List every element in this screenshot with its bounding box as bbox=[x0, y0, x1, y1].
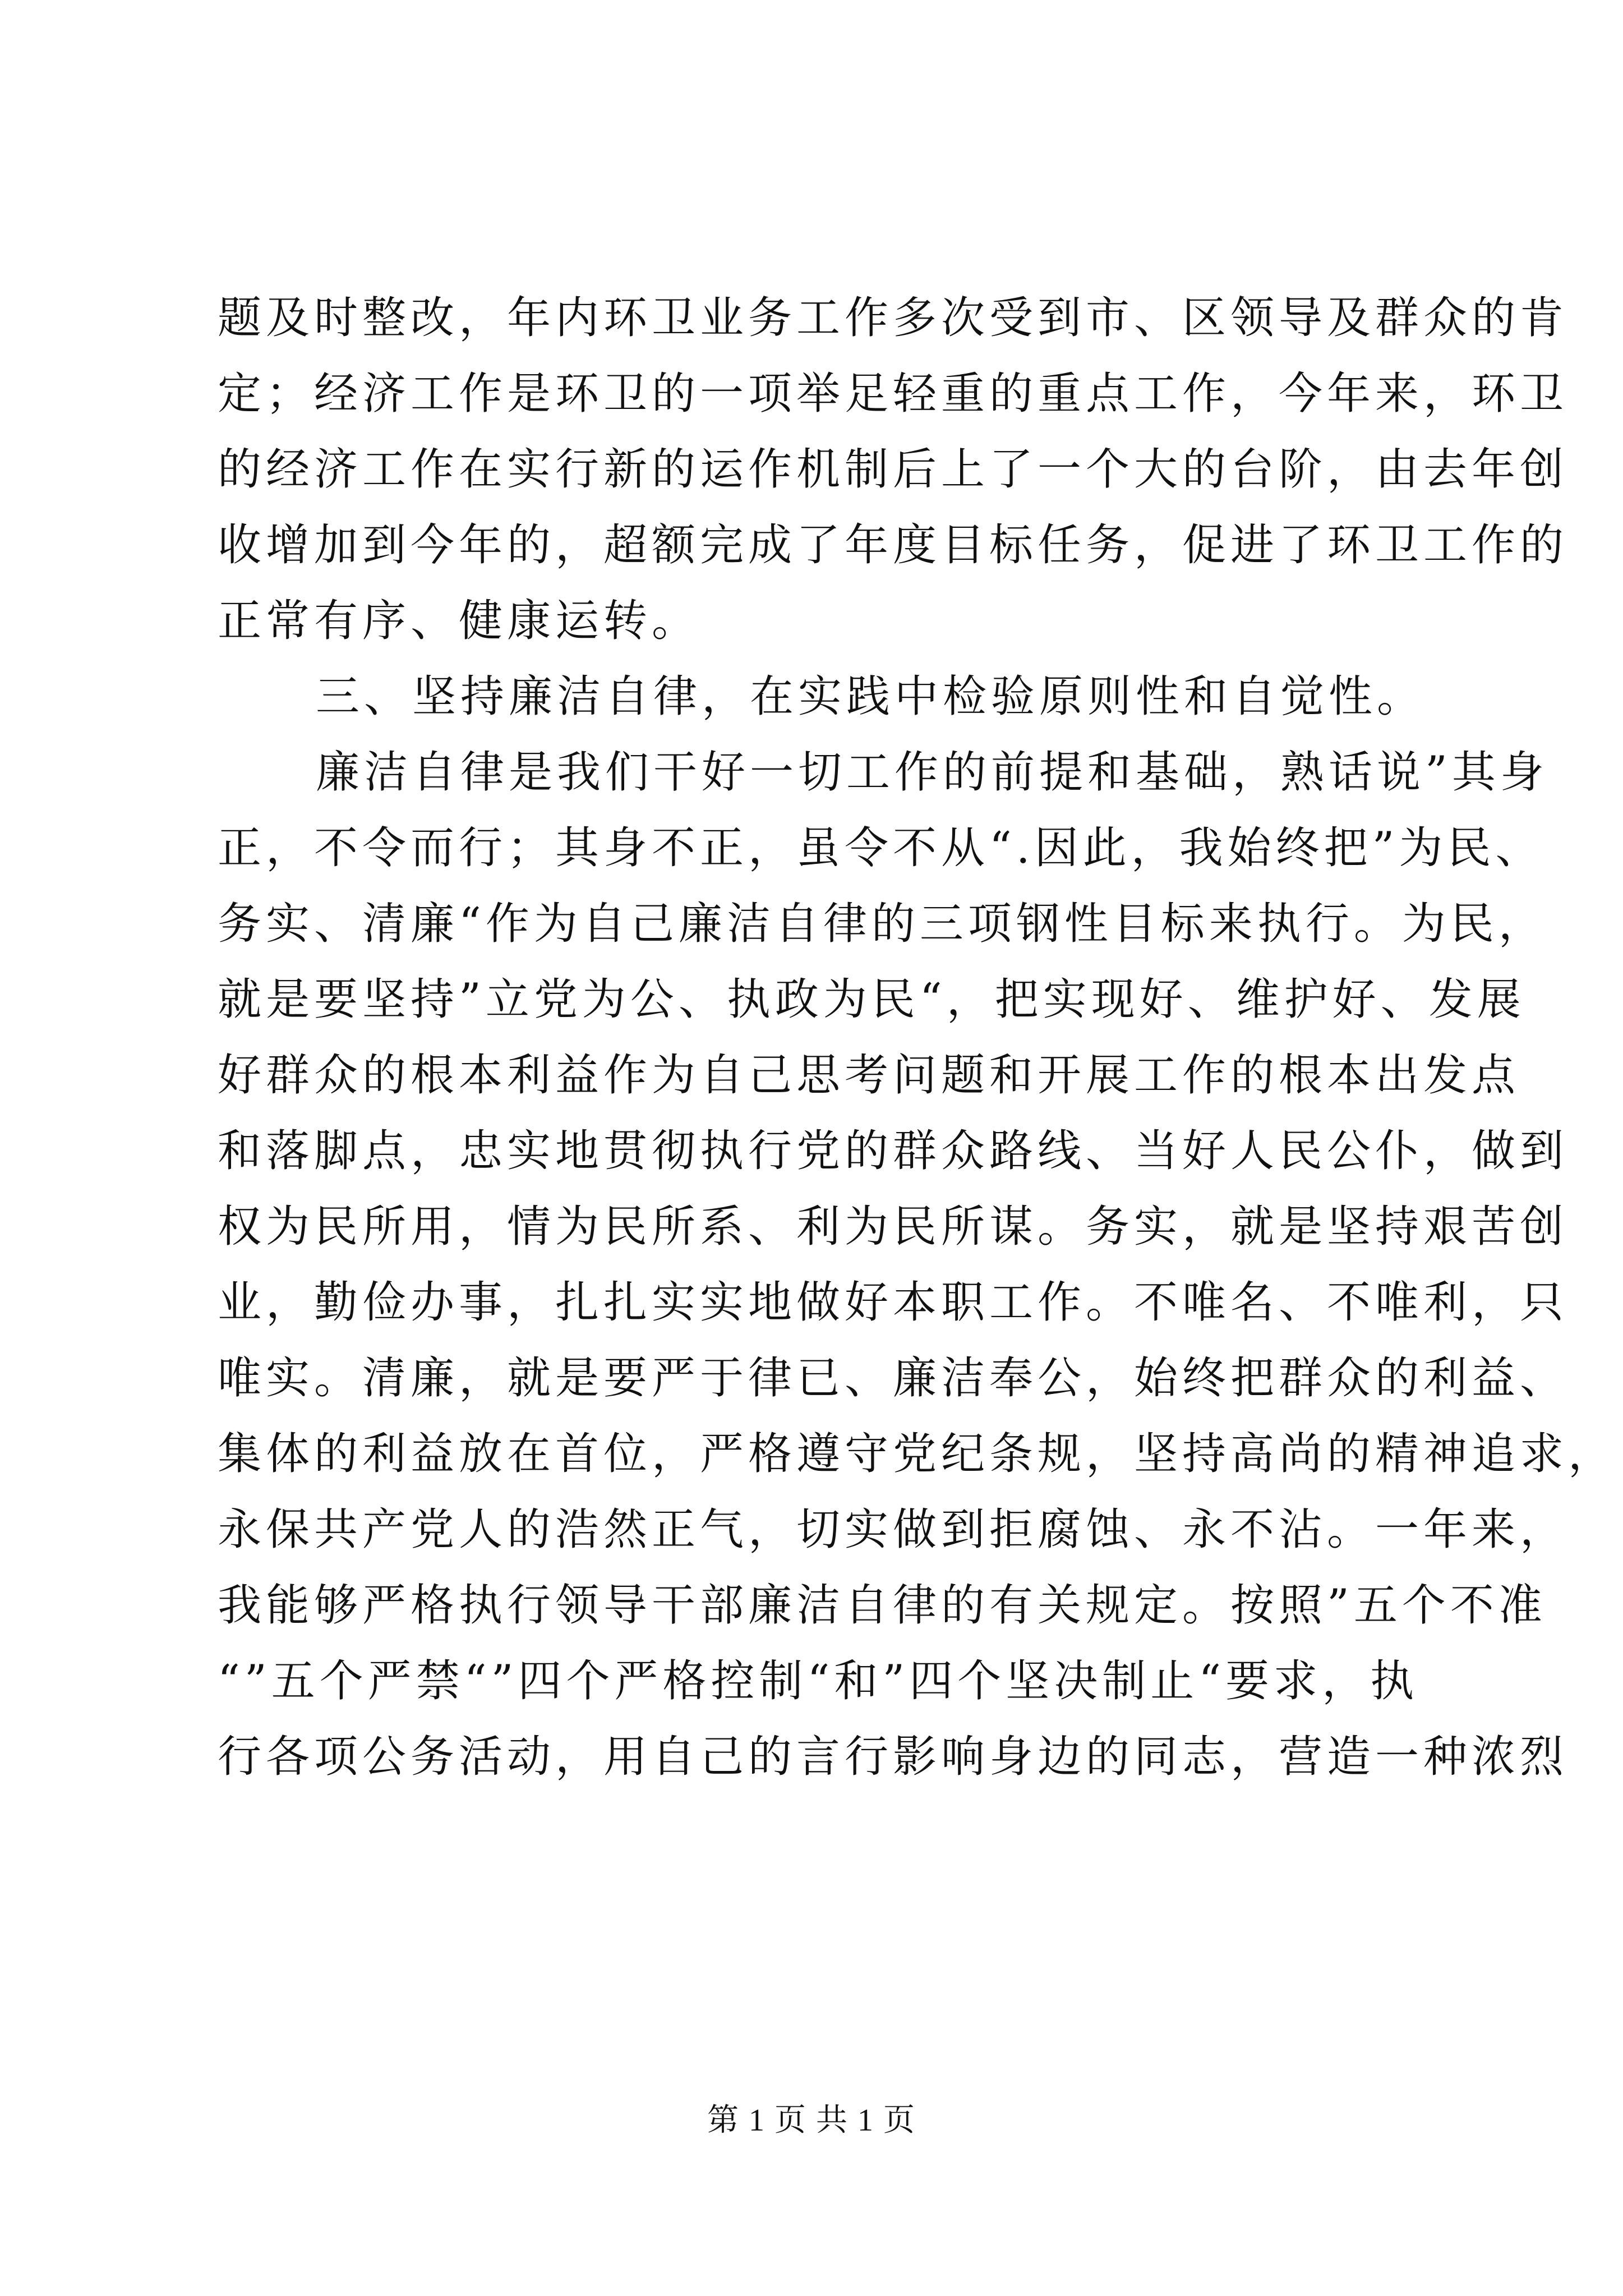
text-line: 就是要坚持”立党为公、执政为民“，把实现好、维护好、发展 bbox=[218, 974, 1525, 1025]
text-line: “”五个严禁“”四个严格控制“和”四个坚决制止“要求，执 bbox=[218, 1656, 1419, 1706]
text-line: 题及时整改，年内环卫业务工作多次受到市、区领导及群众的肯 bbox=[218, 293, 1569, 343]
text-line: 廉洁自律是我们干好一切工作的前提和基础，熟话说”其身 bbox=[316, 747, 1548, 798]
text-line: 集体的利益放在首位，严格遵守党纪条规，坚持高尚的精神追求， bbox=[218, 1429, 1617, 1479]
text-line: 收增加到今年的，超额完成了年度目标任务，促进了环卫工作的 bbox=[218, 520, 1569, 570]
text-line: 正，不令而行；其身不正，虽令不从“.因此，我始终把”为民、 bbox=[218, 823, 1544, 873]
text-line: 务实、清廉“作为自己廉洁自律的三项钢性目标来执行。为民， bbox=[218, 899, 1547, 949]
document-body bbox=[218, 280, 1617, 1795]
text-line: 唯实。清廉，就是要严于律已、廉洁奉公，始终把群众的利益、 bbox=[218, 1353, 1569, 1404]
section-heading: 三、坚持廉洁自律，在实践中检验原则性和自觉性。 bbox=[316, 671, 1426, 722]
text-line: 我能够严格执行领导干部廉洁自律的有关规定。按照”五个不准 bbox=[218, 1580, 1547, 1631]
text-line: 行各项公务活动，用自己的言行影响身边的同志，营造一种浓烈 bbox=[218, 1732, 1569, 1782]
page-number-label: 第 1 页 共 1 页 bbox=[707, 2103, 916, 2138]
page-footer bbox=[0, 2095, 1623, 2140]
text-line: 业，勤俭办事，扎扎实实地做好本职工作。不唯名、不唯利，只 bbox=[218, 1277, 1569, 1328]
text-line: 正常有序、健康运转。 bbox=[218, 596, 700, 646]
text-line: 永保共产党人的浩然正气，切实做到拒腐蚀、永不沾。一年来， bbox=[218, 1504, 1569, 1555]
text-line: 好群众的根本利益作为自己思考问题和开展工作的根本出发点 bbox=[218, 1050, 1520, 1101]
text-line: 的经济工作在实行新的运作机制后上了一个大的台阶，由去年创 bbox=[218, 444, 1569, 495]
text-line: 定；经济工作是环卫的一项举足轻重的重点工作，今年来，环卫 bbox=[218, 369, 1569, 419]
text-line: 和落脚点，忠实地贯彻执行党的群众路线、当好人民公仆，做到 bbox=[218, 1126, 1569, 1176]
text-line: 权为民所用，情为民所系、利为民所谋。务实，就是坚持艰苦创 bbox=[218, 1202, 1569, 1252]
